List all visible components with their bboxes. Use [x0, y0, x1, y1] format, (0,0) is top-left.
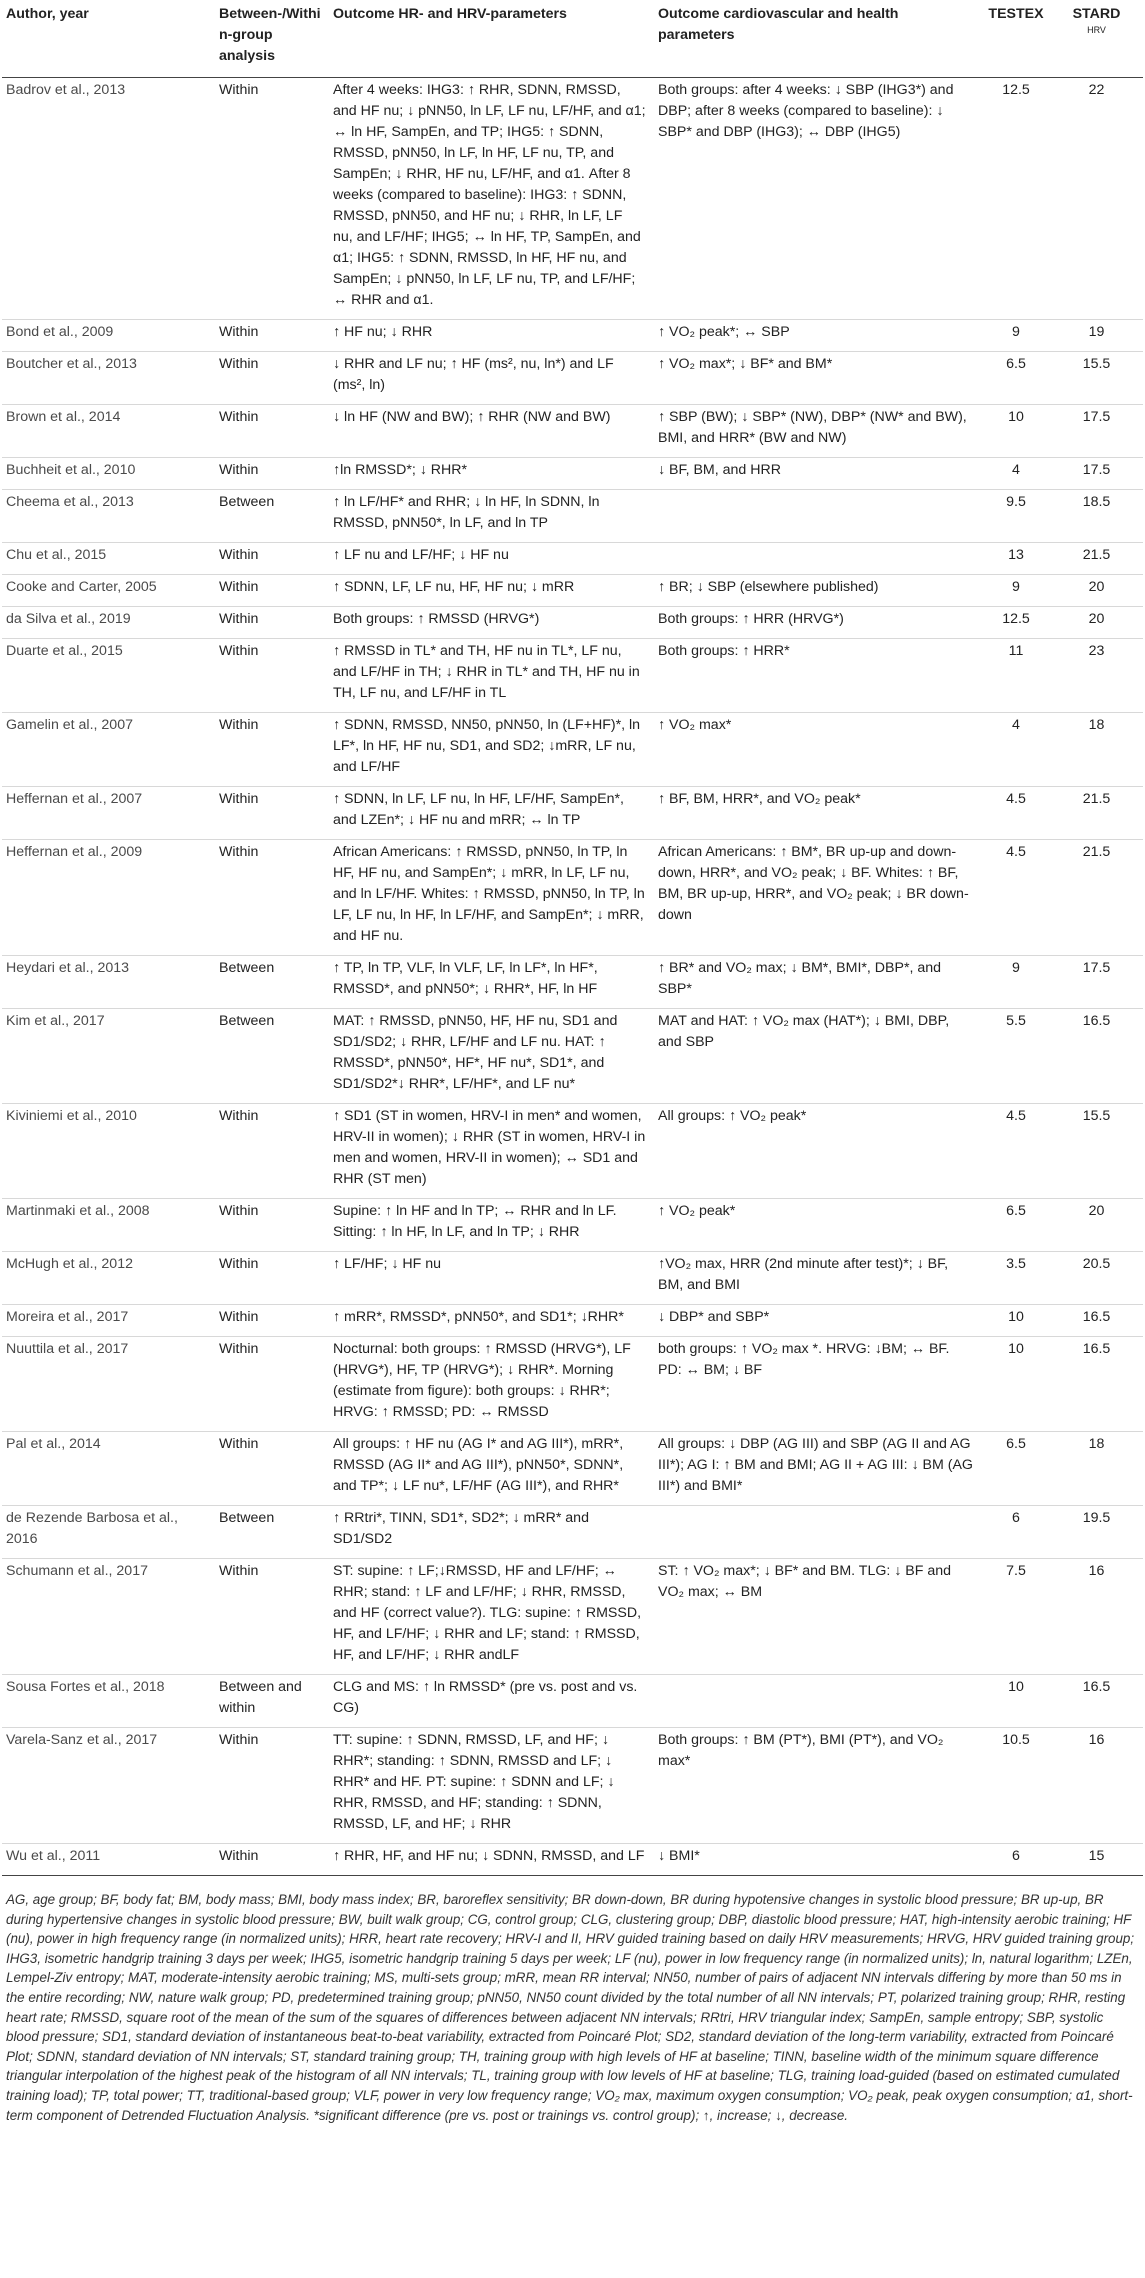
table-row: [2, 1844, 1143, 1876]
cell-author: de Rezende Barbosa et al., 2016: [2, 1506, 215, 1559]
cell-author: Gamelin et al., 2007: [2, 713, 215, 787]
cell-analysis: Within: [215, 1559, 329, 1675]
header-author: Author, year: [2, 0, 215, 78]
cell-stard: 16.5: [1054, 1675, 1143, 1728]
cell-testex: 11: [982, 639, 1054, 713]
cell-cardio-outcome: both groups: ↑ VO₂ max *. HRVG: ↓BM; ↔ BF. PD: ↔ BM; ↓ BF: [654, 1337, 982, 1432]
cell-stard: 23: [1054, 639, 1143, 713]
cell-testex: 9: [982, 956, 1054, 1009]
cell-cardio-outcome: ↓ DBP* and SBP*: [654, 1305, 982, 1337]
cell-hrv-outcome: ↑ SDNN, ln LF, LF nu, ln HF, LF/HF, SampEn*, and LZEn*; ↓ HF nu and mRR; ↔ ln TP: [329, 787, 654, 840]
cell-stard: 18: [1054, 713, 1143, 787]
table-row: [2, 78, 1143, 320]
cell-hrv-outcome: ↑ mRR*, RMSSD*, pNN50*, and SD1*; ↓RHR*: [329, 1305, 654, 1337]
results-table: [2, 0, 1143, 1876]
cell-hrv-outcome: TT: supine: ↑ SDNN, RMSSD, LF, and HF; ↓ RHR*; standing: ↑ SDNN, RMSSD and LF; ↓ RHR* and HF. PT: supine: ↑ SDNN and LF; ↓ RHR, RMSSD, and HF; standing: ↑ SDNN, RMSSD, LF, and HF; ↓ RHR: [329, 1728, 654, 1844]
table-row: [2, 639, 1143, 713]
cell-analysis: Within: [215, 352, 329, 405]
cell-testex: 9.5: [982, 490, 1054, 543]
cell-hrv-outcome: ↑ SD1 (ST in women, HRV-I in men* and women, HRV-II in women); ↓ RHR (ST in women, HRV-I in men and women, HRV-II in women); ↔ SD1 and RHR (ST men): [329, 1104, 654, 1199]
cell-cardio-outcome: Both groups: after 4 weeks: ↓ SBP (IHG3*) and DBP; after 8 weeks (compared to baseline): ↓ SBP* and DBP (IHG3); ↔ DBP (IHG5): [654, 78, 982, 320]
cell-author: Nuuttila et al., 2017: [2, 1337, 215, 1432]
cell-testex: 4.5: [982, 1104, 1054, 1199]
cell-testex: 9: [982, 320, 1054, 352]
cell-stard: 16.5: [1054, 1337, 1143, 1432]
cell-stard: 16.5: [1054, 1009, 1143, 1104]
cell-stard: 17.5: [1054, 405, 1143, 458]
cell-stard: 17.5: [1054, 458, 1143, 490]
cell-stard: 16: [1054, 1728, 1143, 1844]
table-row: [2, 352, 1143, 405]
cell-hrv-outcome: ↑ ln LF/HF* and RHR; ↓ ln HF, ln SDNN, ln RMSSD, pNN50*, ln LF, and ln TP: [329, 490, 654, 543]
table-row: [2, 1675, 1143, 1728]
cell-author: Duarte et al., 2015: [2, 639, 215, 713]
table-row: [2, 1009, 1143, 1104]
table-row: [2, 1199, 1143, 1252]
cell-stard: 15.5: [1054, 1104, 1143, 1199]
cell-cardio-outcome: ↓ BF, BM, and HRR: [654, 458, 982, 490]
header-stard: [1054, 0, 1143, 78]
cell-analysis: Within: [215, 1432, 329, 1506]
cell-stard: 22: [1054, 78, 1143, 320]
cell-testex: 4: [982, 713, 1054, 787]
cell-testex: 3.5: [982, 1252, 1054, 1305]
cell-analysis: Between: [215, 1506, 329, 1559]
cell-author: Heydari et al., 2013: [2, 956, 215, 1009]
cell-analysis: Within: [215, 1305, 329, 1337]
cell-analysis: Within: [215, 320, 329, 352]
cell-cardio-outcome: ↑VO₂ max, HRR (2nd minute after test)*; ↓ BF, BM, and BMI: [654, 1252, 982, 1305]
cell-analysis: Within: [215, 1199, 329, 1252]
cell-author: Brown et al., 2014: [2, 405, 215, 458]
cell-stard: 20.5: [1054, 1252, 1143, 1305]
header-hrv-outcome: Outcome HR- and HRV-parameters: [329, 0, 654, 78]
table-row: [2, 1728, 1143, 1844]
header-stard-sub: HRV: [1087, 25, 1106, 35]
cell-cardio-outcome: Both groups: ↑ HRR (HRVG*): [654, 607, 982, 639]
cell-analysis: Within: [215, 639, 329, 713]
cell-testex: 6: [982, 1506, 1054, 1559]
table-row: [2, 405, 1143, 458]
cell-hrv-outcome: Both groups: ↑ RMSSD (HRVG*): [329, 607, 654, 639]
cell-cardio-outcome: [654, 490, 982, 543]
table-row: [2, 1337, 1143, 1432]
cell-testex: 4.5: [982, 787, 1054, 840]
cell-hrv-outcome: ↓ ln HF (NW and BW); ↑ RHR (NW and BW): [329, 405, 654, 458]
cell-author: McHugh et al., 2012: [2, 1252, 215, 1305]
cell-testex: 10: [982, 405, 1054, 458]
cell-hrv-outcome: African Americans: ↑ RMSSD, pNN50, ln TP, ln HF, HF nu, and SampEn*; ↓ mRR, ln LF, LF nu, and ln LF/HF. Whites: ↑ RMSSD, pNN50, ln TP, ln LF, LF nu, ln HF, ln LF/HF, and SampEn*; ↓ mRR, and HF nu.: [329, 840, 654, 956]
cell-testex: 12.5: [982, 78, 1054, 320]
cell-stard: 16: [1054, 1559, 1143, 1675]
cell-hrv-outcome: CLG and MS: ↑ ln RMSSD* (pre vs. post and vs. CG): [329, 1675, 654, 1728]
cell-testex: 6.5: [982, 1199, 1054, 1252]
cell-stard: 20: [1054, 1199, 1143, 1252]
cell-analysis: Between and within: [215, 1675, 329, 1728]
cell-stard: 18: [1054, 1432, 1143, 1506]
cell-hrv-outcome: ST: supine: ↑ LF;↓RMSSD, HF and LF/HF; ↔ RHR; stand: ↑ LF and LF/HF; ↓ RHR, RMSSD, and HF (correct value?). TLG: supine: ↑ RMSSD, HF, and LF/HF; ↓ RHR and LF; stand: ↑ RMSSD, HF, and LF/HF; ↓ RHR andLF: [329, 1559, 654, 1675]
cell-cardio-outcome: ↑ VO₂ max*; ↓ BF* and BM*: [654, 352, 982, 405]
cell-analysis: Within: [215, 1337, 329, 1432]
cell-author: Cooke and Carter, 2005: [2, 575, 215, 607]
cell-hrv-outcome: ↑ HF nu; ↓ RHR: [329, 320, 654, 352]
cell-hrv-outcome: ↑ RHR, HF, and HF nu; ↓ SDNN, RMSSD, and LF: [329, 1844, 654, 1876]
table-row: [2, 1559, 1143, 1675]
cell-stard: 20: [1054, 607, 1143, 639]
table-footnote: AG, age group; BF, body fat; BM, body mass; BMI, body mass index; BR, baroreflex sensitivity; BR down-down, BR during hypotensive changes in systolic blood pressure; BR up-up, BR during hypertensive changes in systolic blood pressure; BW, built walk group; CG, control group; CLG, clustering group; DBP, diastolic blood pressure; HAT, high-intensity aerobic training; HF (nu), power in high frequency range (in normalized units); HRR, heart rate recovery; HRV-I and II, HRV guided training based on daily HRV measurements; HRVG, HRV guided training group; IHG3, isometric handgrip training 3 days per week; IHG5, isometric handgrip training 5 days per week; LF (nu), power in low frequency range (in normalized units); ln, natural logarithm; LZEn, Lempel-Ziv entropy; MAT, moderate-intensity aerobic training; MS, multi-sets group; mRR, mean RR interval; NN50, number of pairs of adjacent NN intervals differing by more than 50 ms in the entire recording; NW, nature walk group; PD, predetermined training group; pNN50, NN50 count divided by the total number of all NN intervals; PT, polarized training group; RHR, resting heart rate; RMSSD, square root of the mean of the sum of the squares of differences between adjacent NN intervals; RRtri, HRV triangular index; SampEn, sample entropy; SBP, systolic blood pressure; SD1, standard deviation of instantaneous beat-to-beat variability, extracted from Poincaré Plot; SD2, standard deviation of the long-term variability, extracted from Poincaré Plot; SDNN, standard deviation of NN intervals; ST, standard training group; TH, training group with high levels of HF at baseline; TINN, baseline width of the minimum square difference triangular interpolation of the highest peak of the histogram of all NN intervals; TL, training group with low levels of HF at baseline; TLG, training load-guided (based on estimated cumulated training load); TP, total power; TT, traditional-based group; VLF, power in very low frequency range; VO₂ max, maximum oxygen consumption; VO₂ peak, peak oxygen consumption; α1, short-term component of Detrended Fluctuation Analysis. *significant difference (pre vs. post or trainings vs. control group); ↑, increase; ↓, decrease.: [6, 1892, 1135, 2123]
cell-cardio-outcome: Both groups: ↑ BM (PT*), BMI (PT*), and VO₂ max*: [654, 1728, 982, 1844]
cell-stard: 21.5: [1054, 787, 1143, 840]
table-row: [2, 1104, 1143, 1199]
cell-stard: 17.5: [1054, 956, 1143, 1009]
cell-testex: 9: [982, 575, 1054, 607]
cell-hrv-outcome: ↑ln RMSSD*; ↓ RHR*: [329, 458, 654, 490]
cell-stard: 15.5: [1054, 352, 1143, 405]
cell-analysis: Within: [215, 543, 329, 575]
cell-author: Kim et al., 2017: [2, 1009, 215, 1104]
cell-author: Wu et al., 2011: [2, 1844, 215, 1876]
cell-analysis: Between: [215, 1009, 329, 1104]
cell-stard: 15: [1054, 1844, 1143, 1876]
cell-cardio-outcome: ST: ↑ VO₂ max*; ↓ BF* and BM. TLG: ↓ BF and VO₂ max; ↔ BM: [654, 1559, 982, 1675]
cell-testex: 10: [982, 1305, 1054, 1337]
cell-author: Sousa Fortes et al., 2018: [2, 1675, 215, 1728]
cell-stard: 16.5: [1054, 1305, 1143, 1337]
cell-hrv-outcome: ↑ RMSSD in TL* and TH, HF nu in TL*, LF nu, and LF/HF in TH; ↓ RHR in TL* and TH, HF nu in TH, LF nu, and LF/HF in TL: [329, 639, 654, 713]
cell-testex: 4.5: [982, 840, 1054, 956]
table-row: [2, 840, 1143, 956]
cell-analysis: Within: [215, 1844, 329, 1876]
cell-testex: 5.5: [982, 1009, 1054, 1104]
table-header: [2, 0, 1143, 78]
cell-author: Heffernan et al., 2009: [2, 840, 215, 956]
table-row: [2, 543, 1143, 575]
cell-cardio-outcome: ↓ BMI*: [654, 1844, 982, 1876]
header-analysis: Between-/Within-group analysis: [215, 0, 329, 78]
cell-stard: 21.5: [1054, 543, 1143, 575]
table-row: [2, 1506, 1143, 1559]
table-row: [2, 713, 1143, 787]
cell-hrv-outcome: ↓ RHR and LF nu; ↑ HF (ms², nu, ln*) and LF (ms², ln): [329, 352, 654, 405]
cell-testex: 10: [982, 1675, 1054, 1728]
cell-hrv-outcome: All groups: ↑ HF nu (AG I* and AG III*), mRR*, RMSSD (AG II* and AG III*), pNN50*, SDNN*, and TP*; ↓ LF nu*, LF/HF (AG III*), and RHR*: [329, 1432, 654, 1506]
table-row: [2, 1252, 1143, 1305]
cell-hrv-outcome: ↑ LF/HF; ↓ HF nu: [329, 1252, 654, 1305]
cell-author: Buchheit et al., 2010: [2, 458, 215, 490]
cell-stard: 19: [1054, 320, 1143, 352]
header-cardio-outcome: Outcome cardiovascular and health parameters: [654, 0, 982, 78]
cell-hrv-outcome: ↑ SDNN, RMSSD, NN50, pNN50, ln (LF+HF)*, ln LF*, ln HF, HF nu, SD1, and SD2; ↓mRR, LF nu, and LF/HF: [329, 713, 654, 787]
cell-author: da Silva et al., 2019: [2, 607, 215, 639]
cell-author: Heffernan et al., 2007: [2, 787, 215, 840]
cell-analysis: Within: [215, 1728, 329, 1844]
cell-testex: 6.5: [982, 1432, 1054, 1506]
cell-stard: 21.5: [1054, 840, 1143, 956]
table-row: [2, 320, 1143, 352]
cell-author: Schumann et al., 2017: [2, 1559, 215, 1675]
cell-analysis: Within: [215, 787, 329, 840]
cell-testex: 7.5: [982, 1559, 1054, 1675]
table-row: [2, 787, 1143, 840]
cell-analysis: Within: [215, 405, 329, 458]
cell-stard: 19.5: [1054, 1506, 1143, 1559]
table-body: [2, 78, 1143, 1876]
table-row: [2, 956, 1143, 1009]
cell-analysis: Between: [215, 956, 329, 1009]
cell-author: Martinmaki et al., 2008: [2, 1199, 215, 1252]
cell-author: Chu et al., 2015: [2, 543, 215, 575]
cell-analysis: Within: [215, 78, 329, 320]
cell-hrv-outcome: MAT: ↑ RMSSD, pNN50, HF, HF nu, SD1 and SD1/SD2; ↓ RHR, LF/HF and LF nu. HAT: ↑ RMSSD*, pNN50*, HF*, HF nu*, SD1*, and SD1/SD2*↓ RHR*, LF/HF*, and LF nu*: [329, 1009, 654, 1104]
table-row: [2, 575, 1143, 607]
cell-hrv-outcome: After 4 weeks: IHG3: ↑ RHR, SDNN, RMSSD, and HF nu; ↓ pNN50, ln LF, LF nu, LF/HF, and α1; ↔ ln HF, SampEn, and TP; IHG5: ↑ SDNN, RMSSD, pNN50, ln LF, ln HF, LF nu, TP, and SampEn; ↓ RHR, HF nu, LF/HF, and α1. After 8 weeks (compared to baseline): IHG3: ↑ SDNN, RMSSD, pNN50, and HF nu; ↓ RHR, ln LF, LF nu, and LF/HF; IHG5; ↔ ln HF, TP, SampEn, and α1; IHG5: ↑ SDNN, RMSSD, ln HF, HF nu, and SampEn; ↓ pNN50, ln LF, LF nu, TP, and LF/HF; ↔ RHR and α1.: [329, 78, 654, 320]
cell-testex: 6: [982, 1844, 1054, 1876]
cell-hrv-outcome: Supine: ↑ ln HF and ln TP; ↔ RHR and ln LF. Sitting: ↑ ln HF, ln LF, and ln TP; ↓ RHR: [329, 1199, 654, 1252]
cell-author: Cheema et al., 2013: [2, 490, 215, 543]
cell-cardio-outcome: ↑ BF, BM, HRR*, and VO₂ peak*: [654, 787, 982, 840]
cell-author: Bond et al., 2009: [2, 320, 215, 352]
cell-cardio-outcome: [654, 1675, 982, 1728]
table-row: [2, 1305, 1143, 1337]
cell-testex: 4: [982, 458, 1054, 490]
cell-author: Varela-Sanz et al., 2017: [2, 1728, 215, 1844]
header-stard-label: STARD: [1072, 6, 1121, 22]
header-testex: TESTEX: [982, 0, 1054, 78]
cell-testex: 13: [982, 543, 1054, 575]
table-row: [2, 458, 1143, 490]
cell-cardio-outcome: MAT and HAT: ↑ VO₂ max (HAT*); ↓ BMI, DBP, and SBP: [654, 1009, 982, 1104]
cell-cardio-outcome: ↑ VO₂ peak*; ↔ SBP: [654, 320, 982, 352]
cell-hrv-outcome: Nocturnal: both groups: ↑ RMSSD (HRVG*), LF (HRVG*), HF, TP (HRVG*); ↓ RHR*. Morning (estimate from figure): both groups: ↓ RHR*; HRVG: ↑ RMSSD; PD: ↔ RMSSD: [329, 1337, 654, 1432]
cell-analysis: Within: [215, 458, 329, 490]
cell-analysis: Within: [215, 1104, 329, 1199]
cell-cardio-outcome: [654, 543, 982, 575]
cell-testex: 10.5: [982, 1728, 1054, 1844]
cell-cardio-outcome: African Americans: ↑ BM*, BR up-up and down-down, HRR*, and VO₂ peak; ↓ BF. Whites: ↑ BF, BM, BR up-up, HRR*, and VO₂ peak; ↓ BR down-down: [654, 840, 982, 956]
cell-author: Boutcher et al., 2013: [2, 352, 215, 405]
cell-hrv-outcome: ↑ LF nu and LF/HF; ↓ HF nu: [329, 543, 654, 575]
cell-hrv-outcome: ↑ TP, ln TP, VLF, ln VLF, LF, ln LF*, ln HF*, RMSSD*, and pNN50*; ↓ RHR*, HF, ln HF: [329, 956, 654, 1009]
cell-cardio-outcome: Both groups: ↑ HRR*: [654, 639, 982, 713]
cell-author: Pal et al., 2014: [2, 1432, 215, 1506]
cell-stard: 18.5: [1054, 490, 1143, 543]
cell-author: Kiviniemi et al., 2010: [2, 1104, 215, 1199]
table-row: [2, 1432, 1143, 1506]
cell-analysis: Within: [215, 607, 329, 639]
table-row: [2, 490, 1143, 543]
cell-analysis: Within: [215, 575, 329, 607]
cell-cardio-outcome: ↑ BR* and VO₂ max; ↓ BM*, BMI*, DBP*, and SBP*: [654, 956, 982, 1009]
cell-cardio-outcome: [654, 1506, 982, 1559]
cell-cardio-outcome: ↑ VO₂ max*: [654, 713, 982, 787]
table-row: [2, 607, 1143, 639]
cell-stard: 20: [1054, 575, 1143, 607]
cell-testex: 6.5: [982, 352, 1054, 405]
cell-testex: 12.5: [982, 607, 1054, 639]
cell-author: Moreira et al., 2017: [2, 1305, 215, 1337]
cell-cardio-outcome: All groups: ↑ VO₂ peak*: [654, 1104, 982, 1199]
cell-testex: 10: [982, 1337, 1054, 1432]
cell-cardio-outcome: All groups: ↓ DBP (AG III) and SBP (AG II and AG III*); AG I: ↑ BM and BMI; AG II + AG III: ↓ BM (AG III*) and BMI*: [654, 1432, 982, 1506]
cell-hrv-outcome: ↑ SDNN, LF, LF nu, HF, HF nu; ↓ mRR: [329, 575, 654, 607]
cell-cardio-outcome: ↑ BR; ↓ SBP (elsewhere published): [654, 575, 982, 607]
cell-cardio-outcome: ↑ SBP (BW); ↓ SBP* (NW), DBP* (NW* and BW), BMI, and HRR* (BW and NW): [654, 405, 982, 458]
cell-hrv-outcome: ↑ RRtri*, TINN, SD1*, SD2*; ↓ mRR* and SD1/SD2: [329, 1506, 654, 1559]
cell-analysis: Within: [215, 713, 329, 787]
cell-analysis: Within: [215, 1252, 329, 1305]
cell-analysis: Within: [215, 840, 329, 956]
cell-author: Badrov et al., 2013: [2, 78, 215, 320]
cell-analysis: Between: [215, 490, 329, 543]
cell-cardio-outcome: ↑ VO₂ peak*: [654, 1199, 982, 1252]
